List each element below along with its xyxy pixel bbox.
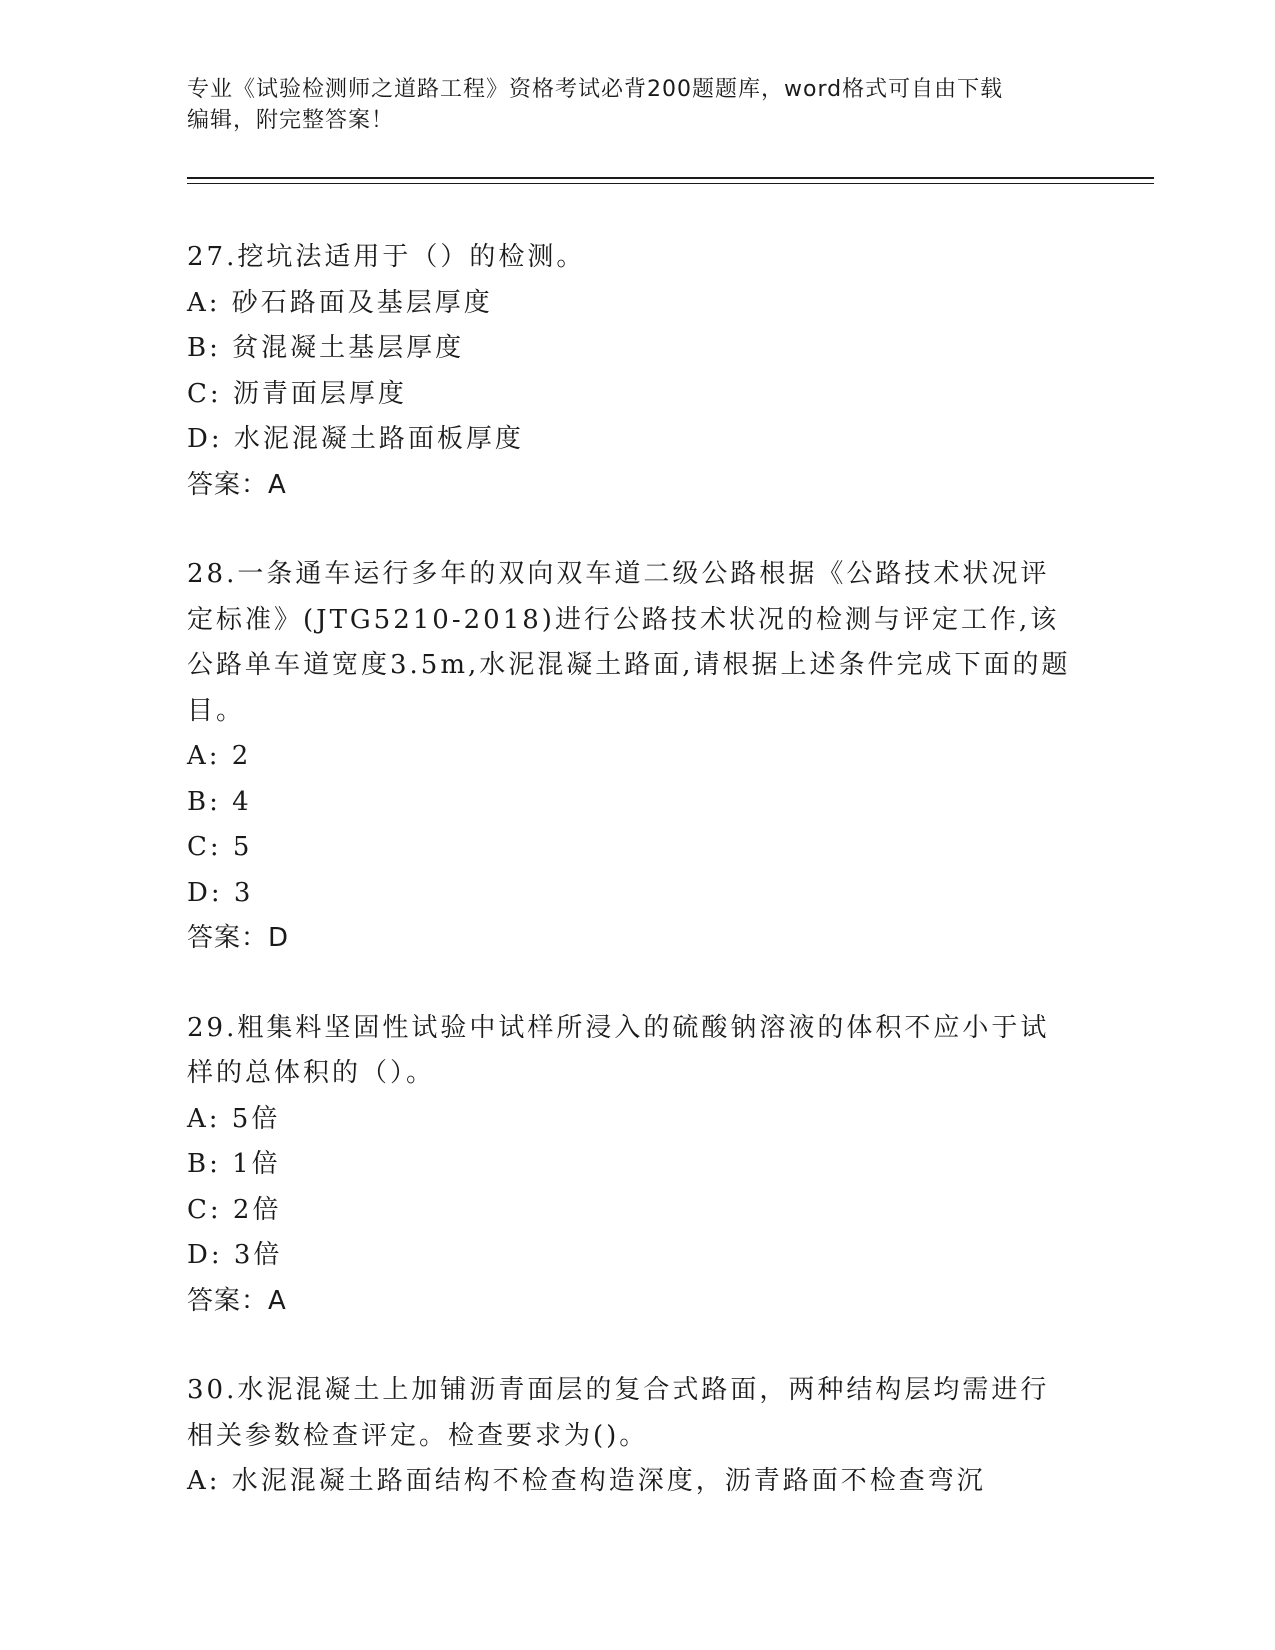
option-d: D: 3 [187, 877, 254, 908]
question-27 [187, 235, 1077, 508]
option-c: C: 2倍 [187, 1194, 282, 1225]
answer-label: 答案：A [187, 1285, 287, 1316]
question-list [187, 235, 1077, 1549]
question-text: 29.粗集料坚固性试验中试样所浸入的硫酸钠溶液的体积不应小于试样的总体积的（）。 [187, 1012, 1050, 1088]
question-28 [187, 552, 1077, 962]
option-a: A: 2 [187, 741, 252, 771]
option-a: A: 5倍 [187, 1103, 281, 1134]
question-text: 30.水泥混凝土上加铺沥青面层的复合式路面，两种结构层均需进行相关参数检查评定。检查要求为()。 [187, 1375, 1050, 1451]
option-c: C: 5 [187, 832, 253, 862]
question-29 [187, 1006, 1077, 1325]
header-divider-thick [187, 177, 1154, 179]
option-a: A: 水泥混凝土路面结构不检查构造深度，沥青路面不检查弯沉 [187, 1466, 986, 1496]
question-30 [187, 1368, 1077, 1505]
question-text: 27.挖坑法适用于（）的检测。 [187, 242, 586, 272]
header-line-2: 编辑，附完整答案！ [187, 108, 395, 133]
option-d: D: 水泥混凝土路面板厚度 [187, 424, 524, 454]
header-divider-thin [187, 183, 1154, 184]
option-a: A: 砂石路面及基层厚度 [187, 287, 493, 318]
header-line-1: 专业《试验检测师之道路工程》资格考试必背200题题库，word格式可自由下载 [187, 77, 1004, 102]
option-b: B: 贫混凝土基层厚度 [187, 333, 465, 363]
document-header [187, 74, 1087, 136]
question-text: 28.一条通车运行多年的双向双车道二级公路根据《公路技术状况评定标准》(JTG5210-2018)进行公路技术状况的检测与评定工作,该公路单车道宽度3.5m,水泥混凝土路面,请根据上述条件完成下面的题目。 [187, 559, 1071, 726]
option-c: C: 沥青面层厚度 [187, 378, 407, 409]
option-b: B: 1倍 [187, 1149, 281, 1179]
answer-label: 答案：A [187, 469, 287, 500]
answer-label: 答案：D [187, 923, 290, 953]
option-b: B: 4 [187, 786, 252, 817]
option-d: D: 3倍 [187, 1240, 283, 1270]
